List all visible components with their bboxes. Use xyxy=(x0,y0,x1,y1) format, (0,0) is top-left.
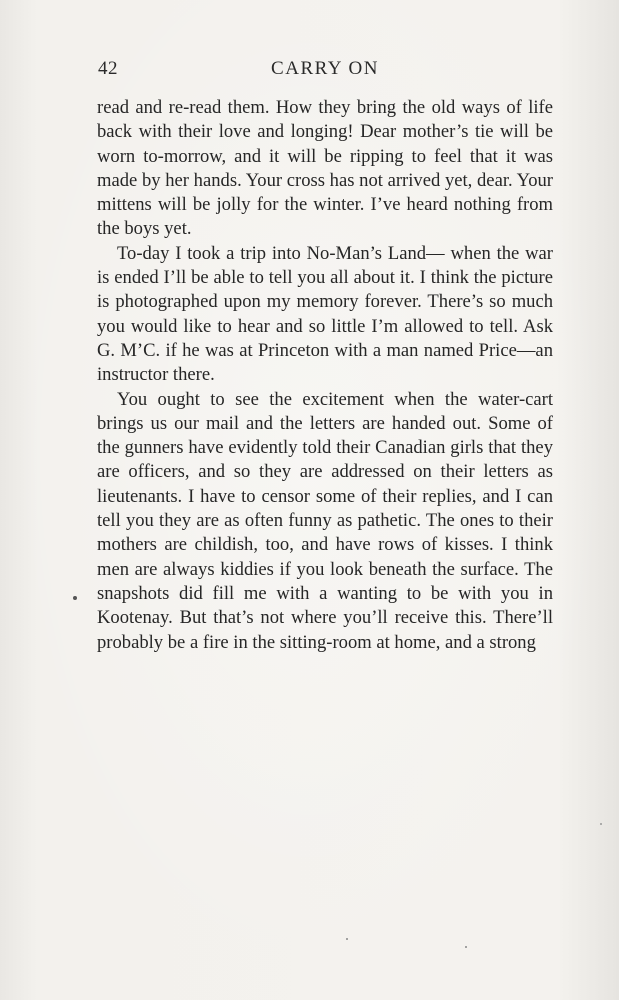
paragraph-2: To-day I took a trip into No-Man’s Land— when the war is ended I’ll be able to tell you all about it. I think the picture is photographed upon my memory forever. There’s so much you would like to hear and so little I’m allowed to tell. Ask G. M’C. if he was at Princeton with a man named Price—an instructor there. xyxy=(97,242,553,386)
print-speck xyxy=(600,823,602,825)
body-text xyxy=(97,96,553,655)
paragraph-1: read and re-read them. How they bring the old ways of life back with their love and longing! Dear mother’s tie will be worn to-morrow, and it will be ripping to feel that it was made by her hands. Your cross has not arrived yet, dear. Your mittens will be jolly for the winter. I’ve heard nothing from the boys yet. xyxy=(97,97,553,240)
running-head xyxy=(98,58,552,86)
page-number: 42 xyxy=(98,58,118,79)
paragraph-3: You ought to see the excitement when the water-cart brings us our mail and the letters are handed out. Some of the gunners have evidently told their Canadian girls that they are officers, and so they are addressed on their letters as lieutenants. I have to censor some of their replies, and I can tell you they are as often funny as pathetic. The ones to their mothers are childish, too, and have rows of kisses. I think men are always kiddies if you look beneath the surface. The snapshots did fill me with a wanting to be with you in Kootenay. But that’s not where you’ll receive this. There’ll probably be a fire in the sitting-room at home, and a strong xyxy=(97,388,553,653)
print-speck xyxy=(346,938,348,940)
running-title: CARRY ON xyxy=(271,58,379,79)
print-speck xyxy=(465,946,467,948)
print-speck xyxy=(73,596,77,600)
